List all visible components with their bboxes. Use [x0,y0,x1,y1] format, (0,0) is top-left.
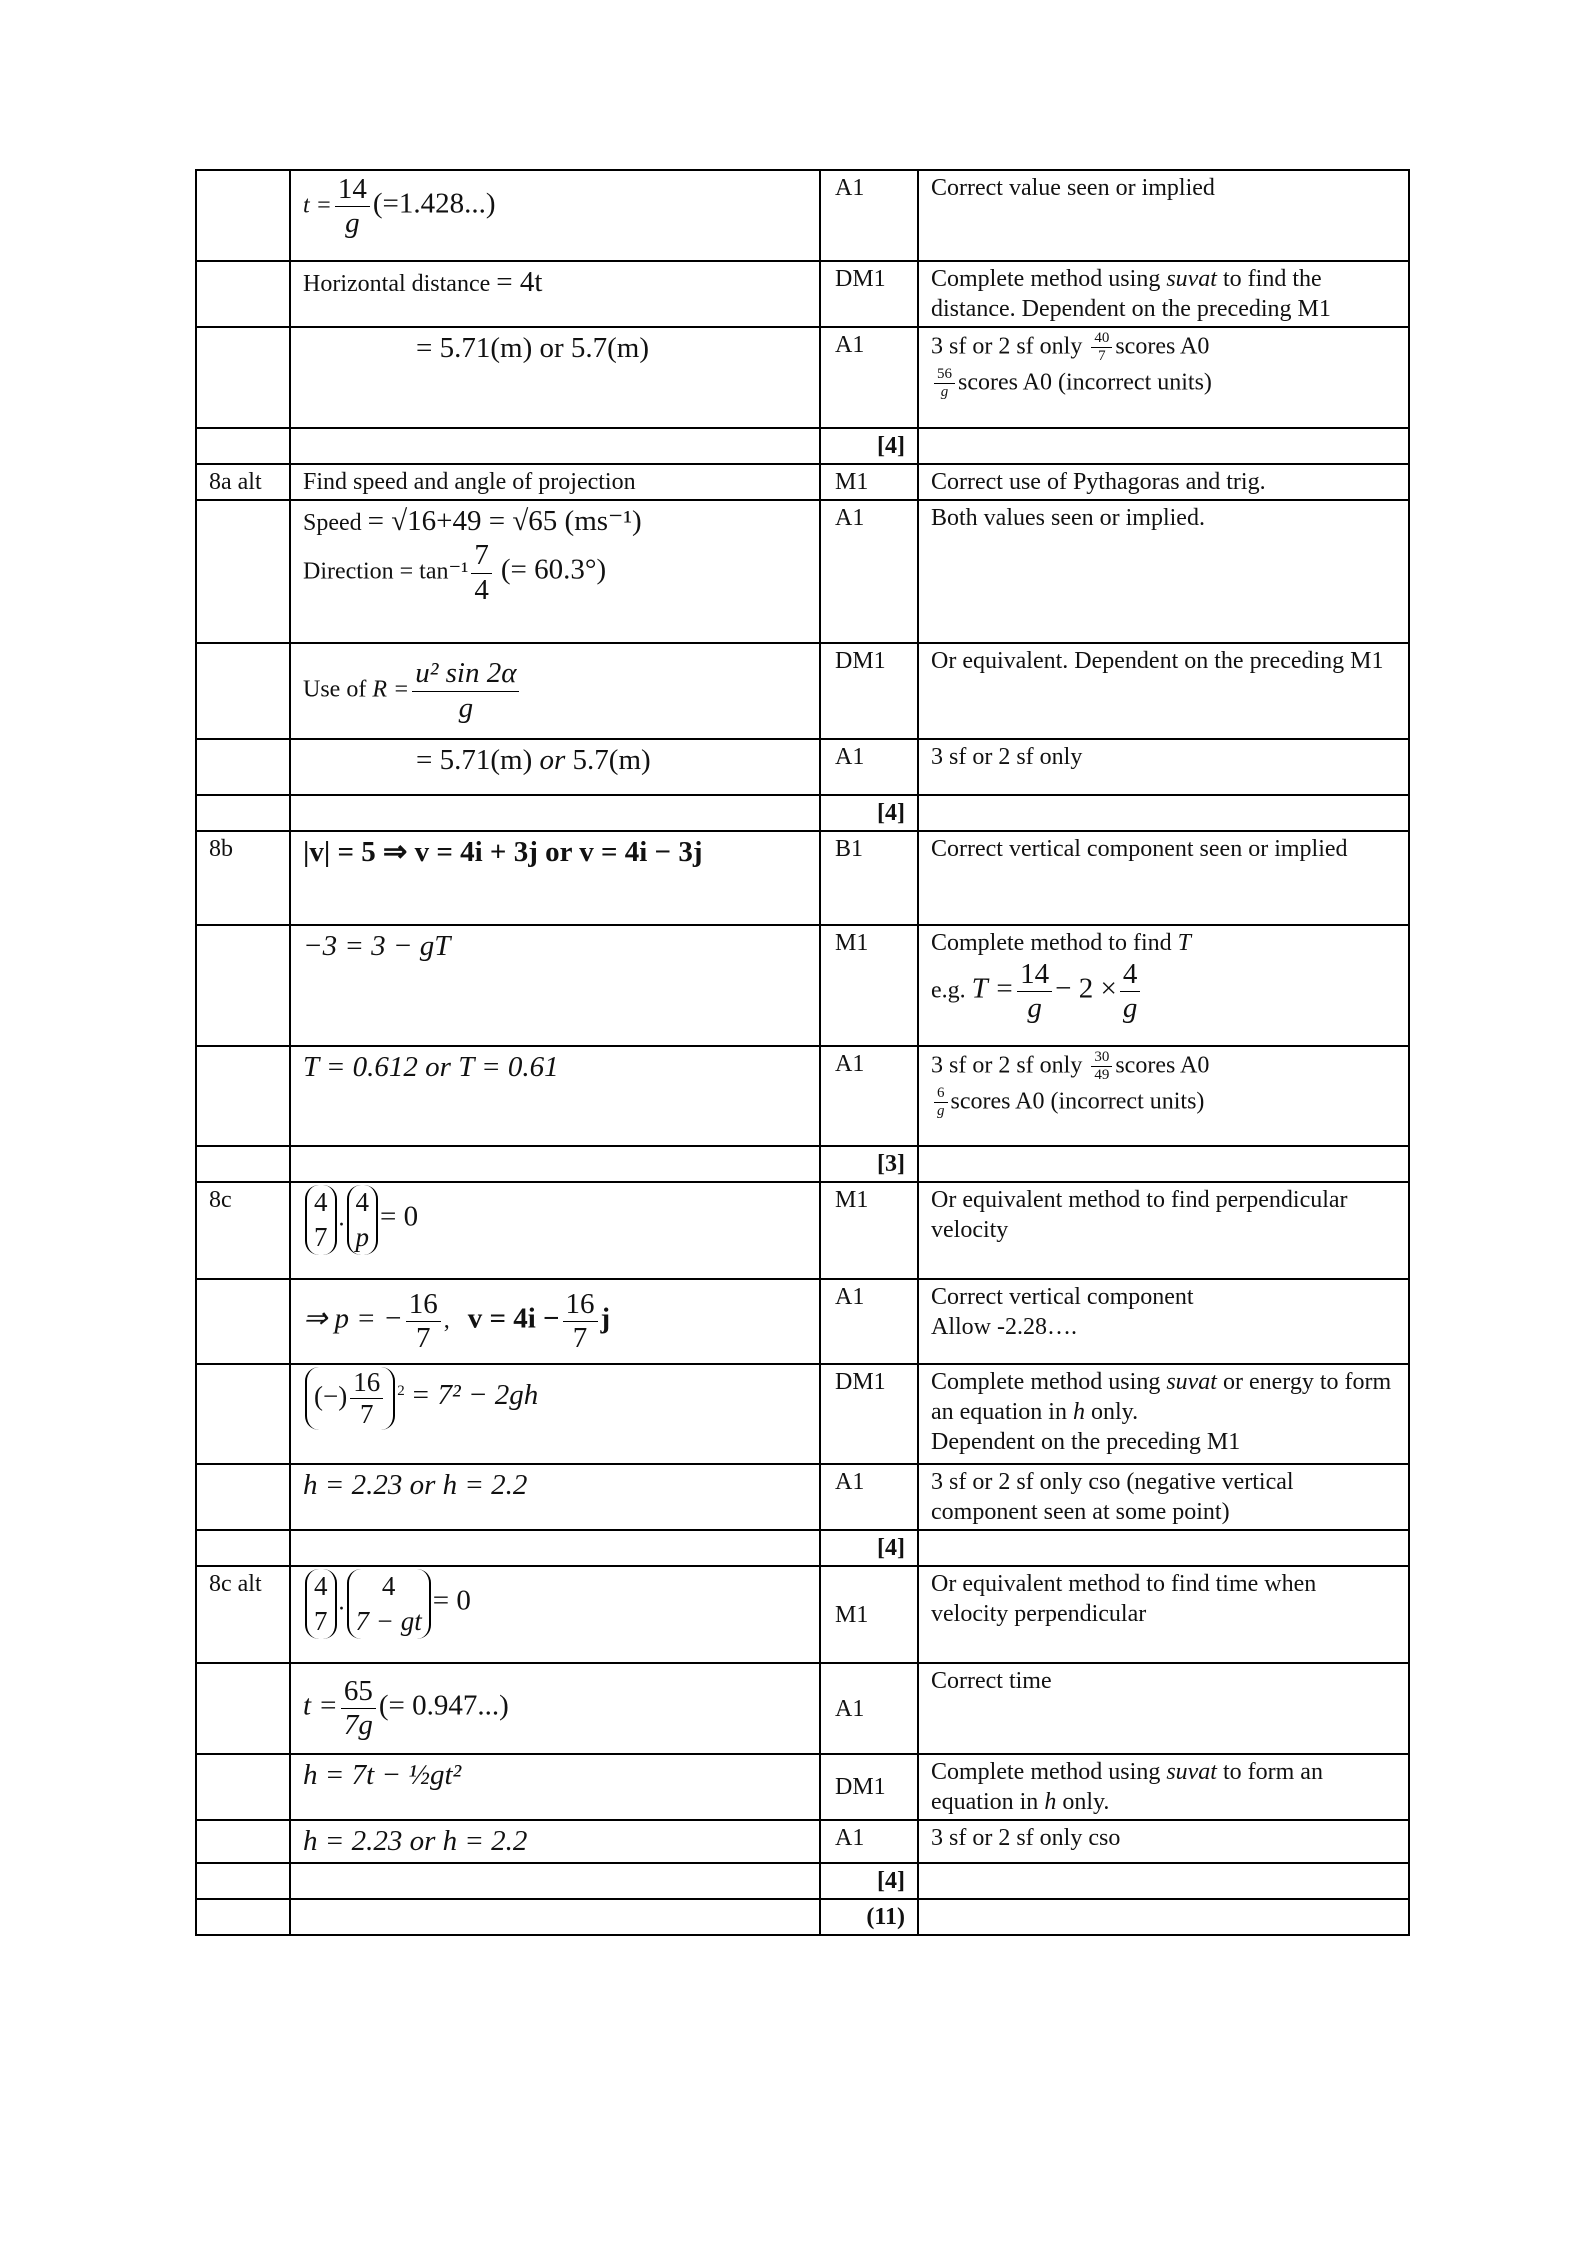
fraction: $\frac{14}{g}$ [335,173,370,241]
working-cell: h = 2.23 or h = 2.2 [290,1820,820,1863]
mark-cell: DM1 [820,261,918,327]
table-row [196,1182,1409,1279]
notes-cell: Complete method using suvat to find the distance. Dependent on the preceding M1 [918,261,1409,327]
question-label: 8a alt [196,464,290,500]
working-cell: Speed = √16+49 = √65 (ms⁻¹) Direction = tan⁻¹ $\frac{7}{4}$ (= 60.3°) [290,500,820,643]
total-marks: [4] [820,795,918,831]
notes-cell: Complete method using suvat or energy to form an equation in h only. Dependent on the preceding M1 [918,1364,1409,1464]
working-cell: t = $\frac{65}{7g}$ (= 0.947...) [290,1663,820,1754]
notes-cell: 3 sf or 2 sf only cso [918,1820,1409,1863]
working-cell: h = 2.23 or h = 2.2 [290,1464,820,1530]
total-row [196,1146,1409,1182]
notes-cell: Correct use of Pythagoras and trig. [918,464,1409,500]
notes-cell: Both values seen or implied. [918,500,1409,643]
notes-cell: Correct value seen or implied [918,170,1409,261]
working-cell: (−) $\frac{16}{7}$ $^2$ = 7² − 2gh [290,1364,820,1464]
table-row [196,739,1409,795]
mark-cell: M1 [820,1566,918,1663]
table-row [196,1754,1409,1820]
notes-cell: Or equivalent method to find perpendicular velocity [918,1182,1409,1279]
table-row [196,1663,1409,1754]
table-row [196,327,1409,428]
mark-cell: B1 [820,831,918,925]
mark-cell: A1 [820,1464,918,1530]
mark-cell: A1 [820,739,918,795]
working-cell: −3 = 3 − gT [290,925,820,1046]
working-cell: = 5.71(m) or 5.7(m) [290,327,820,428]
working-cell: = 5.71(m) or 5.7(m) [290,739,820,795]
notes-cell: 3 sf or 2 sf only $\frac{40}{7}$ scores A0 $\frac{56}{g}$ scores A0 (incorrect units) [918,327,1409,428]
notes-cell: Complete method to find T e.g. T = $\frac{14}{g}$ − 2 × $\frac{4}{g}$ [918,925,1409,1046]
total-row [196,1530,1409,1566]
mark-cell: A1 [820,170,918,261]
total-marks: [4] [820,1863,918,1899]
notes-cell: 3 sf or 2 sf only cso (negative vertical component seen at some point) [918,1464,1409,1530]
mark-cell: A1 [820,1279,918,1364]
working-cell: 4 7.4 7 − gt= 0 [290,1566,820,1663]
notes-cell: Correct time [918,1663,1409,1754]
mark-scheme-table [195,169,1410,1936]
notes-cell: Or equivalent. Dependent on the preceding M1 [918,643,1409,739]
table-row [196,1566,1409,1663]
total-marks: [4] [820,428,918,464]
table-row [196,1364,1409,1464]
mark-cell: M1 [820,925,918,1046]
table-row [196,925,1409,1046]
mark-cell: A1 [820,500,918,643]
mark-cell: DM1 [820,1364,918,1464]
table-row [196,464,1409,500]
working-cell: h = 7t − ½gt² [290,1754,820,1820]
mark-cell: DM1 [820,1754,918,1820]
working-cell: Find speed and angle of projection [290,464,820,500]
grand-total-marks: (11) [820,1899,918,1935]
table-row [196,261,1409,327]
table-row [196,1046,1409,1146]
working-cell [290,170,820,261]
notes-cell: Complete method using suvat to form an equation in h only. [918,1754,1409,1820]
working-cell: |v| = 5 ⇒ v = 4i + 3j or v = 4i − 3j [290,831,820,925]
table-row [196,643,1409,739]
notes-cell: 3 sf or 2 sf only [918,739,1409,795]
total-row [196,795,1409,831]
mark-cell: DM1 [820,643,918,739]
mark-cell: A1 [820,1820,918,1863]
grand-total-row [196,1899,1409,1935]
question-label: 8c [196,1182,290,1279]
mark-cell: A1 [820,1046,918,1146]
notes-cell: Correct vertical component seen or implied [918,831,1409,925]
mark-cell: M1 [820,464,918,500]
question-cell [196,170,290,261]
notes-cell: Correct vertical component Allow -2.28…. [918,1279,1409,1364]
notes-cell: 3 sf or 2 sf only $\frac{30}{49}$ scores A0 $\frac{6}{g}$ scores A0 (incorrect units) [918,1046,1409,1146]
question-label: 8b [196,831,290,925]
notes-cell: Or equivalent method to find time when velocity perpendicular [918,1566,1409,1663]
working-cell: Use of R = $\frac{\text{u² sin 2α}}{g}$ [290,643,820,739]
question-label: 8c alt [196,1566,290,1663]
math: (=1.428...) [372,187,496,220]
working-cell: Horizontal distance = 4t [290,261,820,327]
working-cell: ⇒ p = − $\frac{16}{7}$ , v = 4i − $\frac{16}{7}$ j [290,1279,820,1364]
mark-cell: A1 [820,1663,918,1754]
mark-cell: A1 [820,327,918,428]
table-row [196,831,1409,925]
table-row [196,1279,1409,1364]
working-cell: 4 7.4 p= 0 [290,1182,820,1279]
mark-cell: M1 [820,1182,918,1279]
total-marks: [4] [820,1530,918,1566]
working-cell: T = 0.612 or T = 0.61 [290,1046,820,1146]
math: t = [303,192,332,219]
table-row [196,1820,1409,1863]
total-marks: [3] [820,1146,918,1182]
table-row [196,500,1409,643]
table-row [196,1464,1409,1530]
total-row [196,428,1409,464]
total-row [196,1863,1409,1899]
table-row [196,170,1409,261]
